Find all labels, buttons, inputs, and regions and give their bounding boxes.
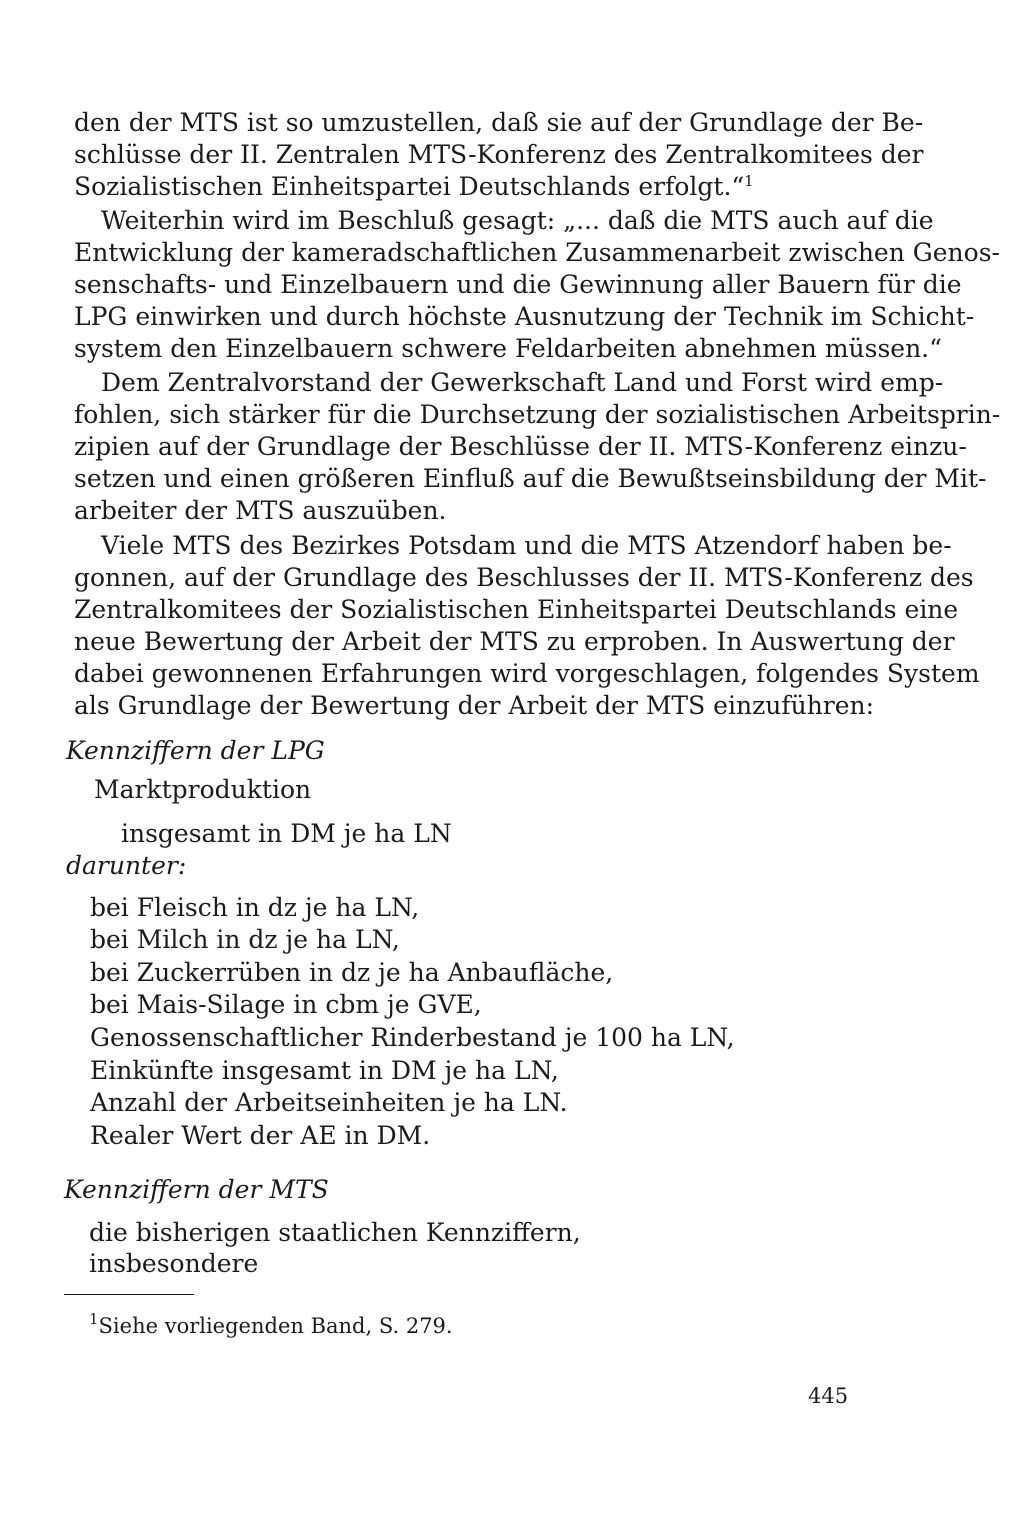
body-line-1: den der MTS ist so umzustellen, daß sie auf der Grundlage der Be-: [74, 108, 924, 137]
lpg-list-item: bei Milch in dz je ha LN,: [90, 925, 400, 954]
body-line-12: setzen und einen größeren Einfluß auf die Bewußtseinsbildung der Mit-: [74, 464, 987, 493]
lpg-darunter-label: darunter:: [66, 851, 187, 880]
footnote: [89, 1310, 453, 1342]
body-line-13: arbeiter der MTS auszuüben.: [74, 496, 447, 525]
lpg-item-marktproduktion-sub: insgesamt in DM je ha LN: [121, 819, 452, 848]
body-line-14: Viele MTS des Bezirkes Potsdam und die MTS Atzendorf haben be-: [101, 531, 952, 560]
page-number: 445: [808, 1384, 849, 1408]
body-line-3-text: Sozialistischen Einheitspartei Deutschlands erfolgt.“: [74, 172, 745, 201]
body-line-17: neue Bewertung der Arbeit der MTS zu erproben. In Auswertung der: [74, 627, 955, 656]
body-line-9: Dem Zentralvorstand der Gewerkschaft Land und Forst wird emp-: [101, 368, 944, 397]
body-line-8: system den Einzelbauern schwere Feldarbeiten abnehmen müssen.“: [74, 334, 942, 363]
lpg-list-item: Anzahl der Arbeitseinheiten je ha LN.: [90, 1088, 568, 1117]
mts-heading: Kennziffern der MTS: [64, 1175, 329, 1204]
body-line-3: [74, 171, 754, 203]
body-line-6: senschafts- und Einzelbauern und die Gewinnung aller Bauern für die: [74, 270, 962, 299]
mts-line: insbesondere: [89, 1249, 259, 1278]
body-line-2: schlüsse der II. Zentralen MTS-Konferenz des Zentralkomitees der: [74, 140, 924, 169]
lpg-heading: Kennziffern der LPG: [66, 736, 325, 765]
lpg-list-item: Einkünfte insgesamt in DM je ha LN,: [90, 1056, 559, 1085]
mts-line: die bisherigen staatlichen Kennziffern,: [89, 1218, 581, 1247]
lpg-list-item: bei Fleisch in dz je ha LN,: [90, 893, 420, 922]
lpg-list-item: bei Zuckerrüben in dz je ha Anbaufläche,: [90, 958, 614, 987]
footnote-text: Siehe vorliegenden Band, S. 279.: [98, 1314, 453, 1338]
footnote-reference: 1: [744, 172, 754, 190]
body-line-15: gonnen, auf der Grundlage des Beschlusses der II. MTS-Konferenz des: [74, 563, 974, 592]
lpg-list-item: Genossenschaftlicher Rinderbestand je 100 ha LN,: [90, 1023, 735, 1052]
body-line-11: zipien auf der Grundlage der Beschlüsse der II. MTS-Konferenz einzu-: [74, 432, 967, 461]
footnote-number: 1: [89, 1310, 99, 1328]
body-line-19: als Grundlage der Bewertung der Arbeit der MTS einzuführen:: [74, 691, 875, 720]
body-line-4: Weiterhin wird im Beschluß gesagt: „... daß die MTS auch auf die: [101, 206, 934, 235]
body-line-10: fohlen, sich stärker für die Durchsetzung der sozialistischen Arbeitsprin-: [74, 400, 1001, 429]
lpg-list-item: bei Mais-Silage in cbm je GVE,: [90, 990, 482, 1019]
footnote-divider: [64, 1294, 194, 1295]
body-line-5: Entwicklung der kameradschaftlichen Zusammenarbeit zwischen Genos-: [74, 238, 1000, 267]
body-line-7: LPG einwirken und durch höchste Ausnutzung der Technik im Schicht-: [74, 302, 975, 331]
lpg-item-marktproduktion: Marktproduktion: [94, 775, 312, 804]
lpg-list-item: Realer Wert der AE in DM.: [90, 1121, 431, 1150]
body-line-16: Zentralkomitees der Sozialistischen Einheitspartei Deutschlands eine: [74, 595, 959, 624]
body-line-18: dabei gewonnenen Erfahrungen wird vorgeschlagen, folgendes System: [74, 659, 980, 688]
